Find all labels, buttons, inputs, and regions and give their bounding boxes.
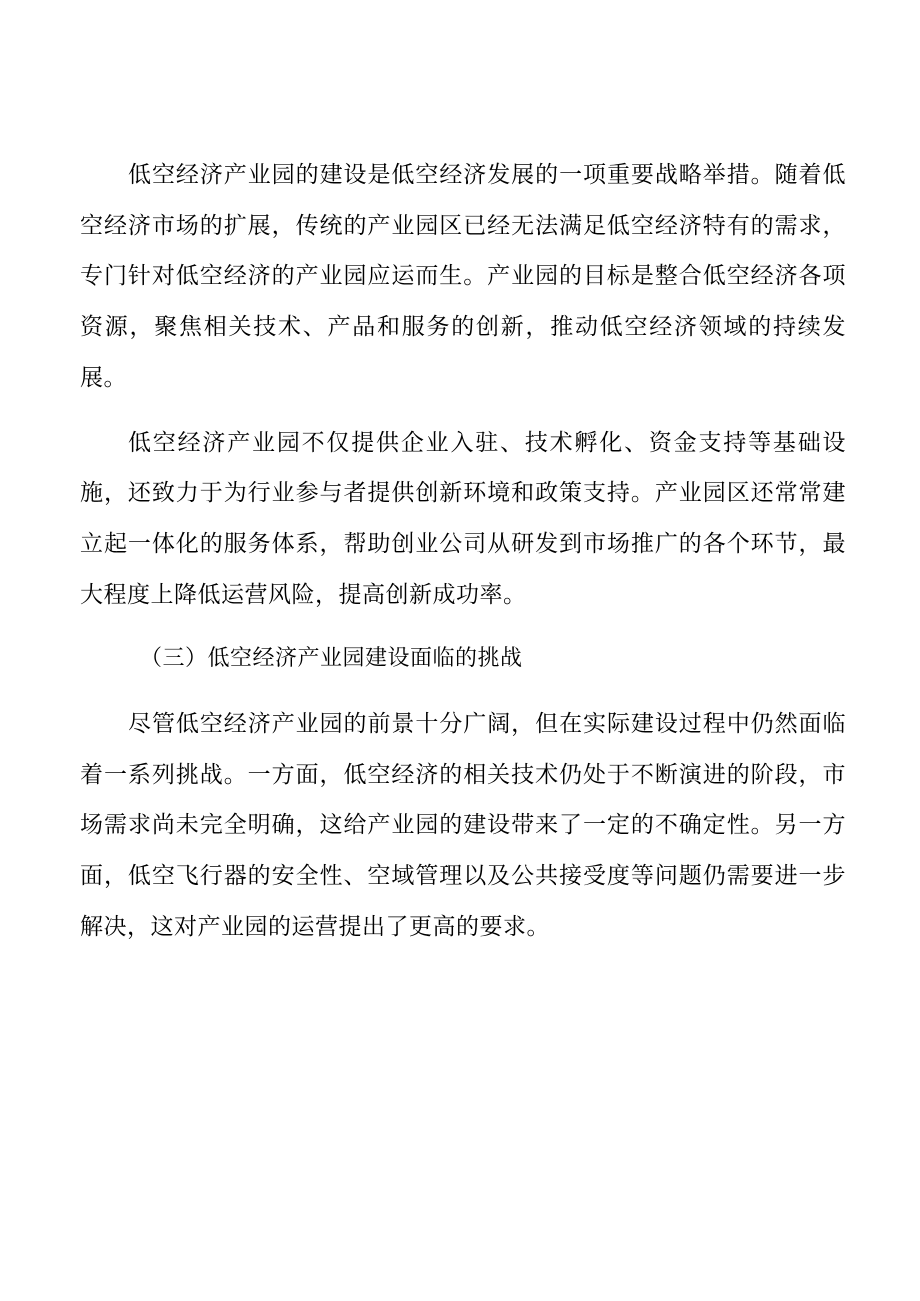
paragraph-industrial-park-services: 低空经济产业园不仅提供企业入驻、技术孵化、资金支持等基础设施，还致力于为行业参与者提供创新环境和政策支持。产业园区还常常建立起一体化的服务体系，帮助创业公司从研发到市场推广的各个环节，最大程度上降低运营风险，提高创新成功率。 (80, 429, 846, 608)
paragraph-spacer (80, 685, 846, 699)
paragraph-spacer (80, 620, 846, 634)
section-heading-challenges: （三）低空经济产业园建设面临的挑战 (140, 646, 523, 672)
paragraph-challenges: 尽管低空经济产业园的前景十分广阔，但在实际建设过程中仍然面临着一系列挑战。一方面，低空经济的相关技术仍处于不断演进的阶段，市场需求尚未完全明确，这给产业园的建设带来了一定的不确定性。另一方面，低空飞行器的安全性、空域管理以及公共接受度等问题仍需要进一步解决，这对产业园的运营提出了更高的要求。 (80, 711, 846, 940)
paragraph-industrial-park-construction: 低空经济产业园的建设是低空经济发展的一项重要战略举措。随着低空经济市场的扩展，传统的产业园区已经无法满足低空经济特有的需求，专门针对低空经济的产业园应运而生。产业园的目标是整合低空经济各项资源，聚焦相关技术、产品和服务的创新，推动低空经济领域的持续发展。 (80, 162, 846, 391)
document-page (80, 150, 846, 953)
paragraph-spacer (80, 404, 846, 418)
